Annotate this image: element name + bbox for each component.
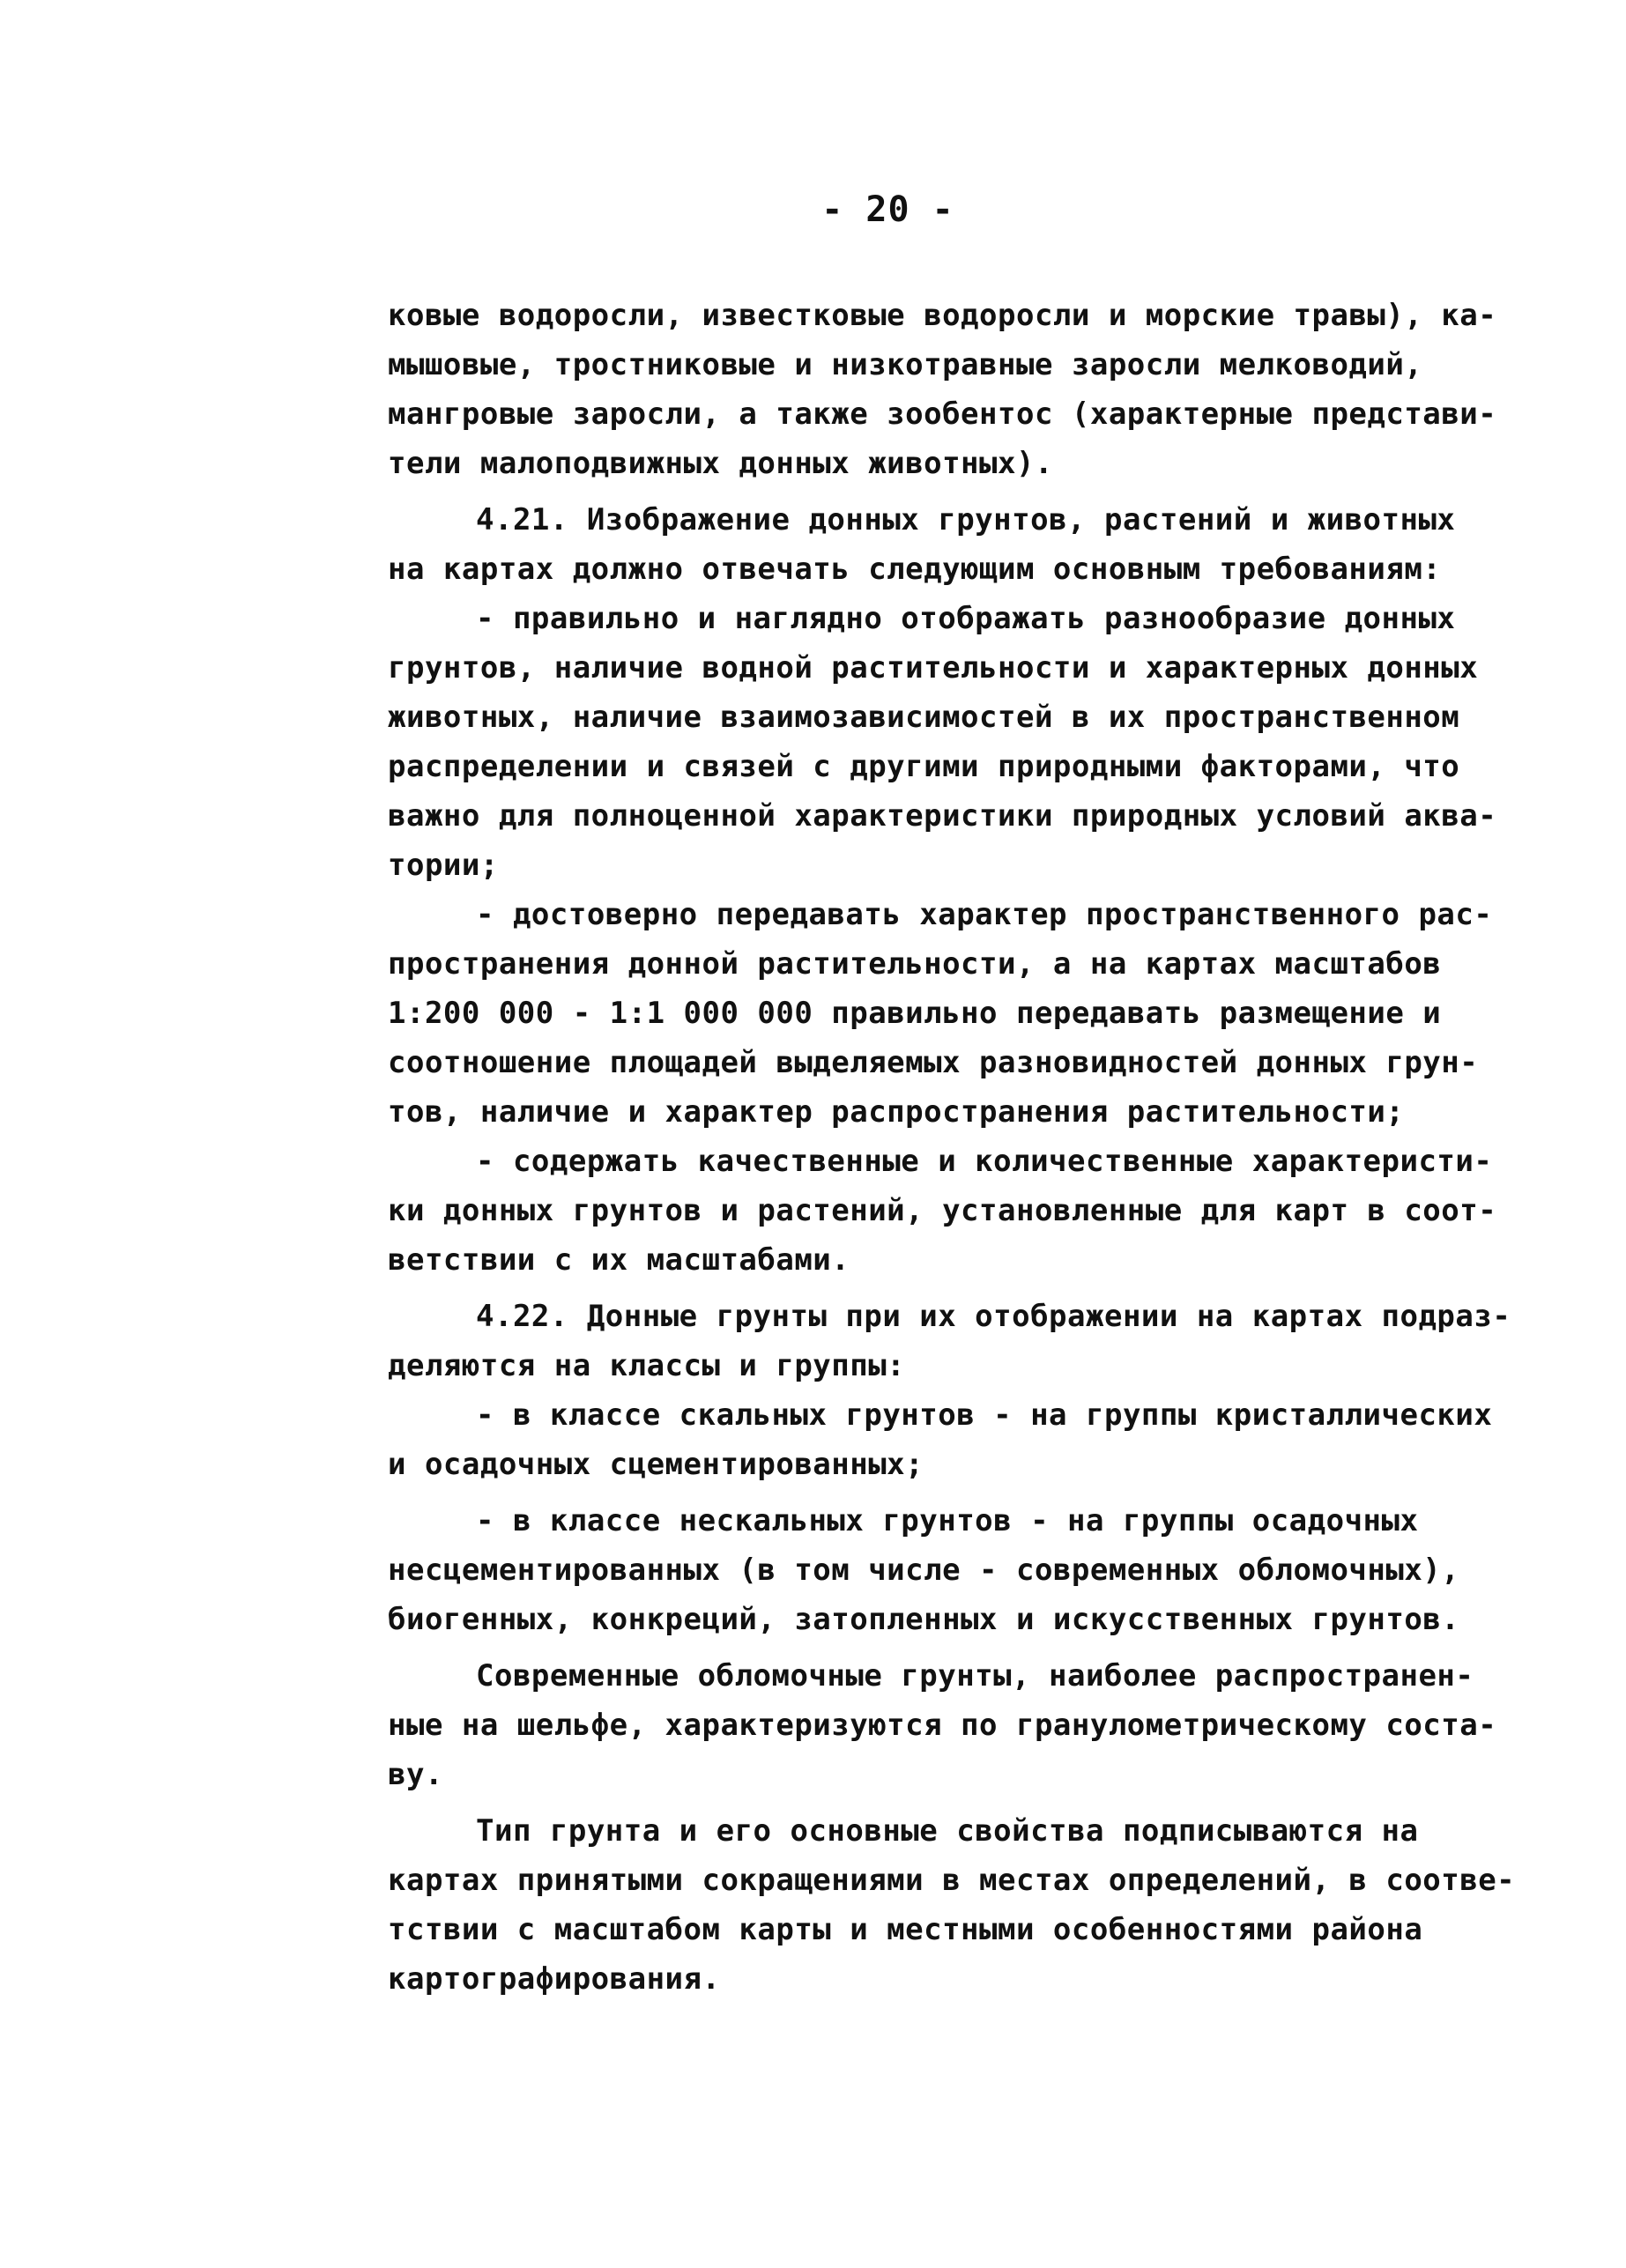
list-item-start: - достоверно передавать характер пространственного рас- xyxy=(476,897,1493,932)
text-line: биогенных, конкреций, затопленных и искусственных грунтов. xyxy=(388,1602,1460,1637)
text-line: тов, наличие и характер распространения растительности; xyxy=(388,1094,1405,1130)
text-line: мышовые, тростниковые и низкотравные заросли мелководий, xyxy=(388,347,1423,382)
text-line: картографирования. xyxy=(388,1961,721,1997)
text-line: тели малоподвижных донных животных). xyxy=(388,446,1053,481)
list-item-start: - правильно и наглядно отображать разнообразие донных xyxy=(476,601,1456,636)
text-line: несцементированных (в том числе - современных обломочных), xyxy=(388,1553,1460,1588)
text-line: и осадочных сцементированных; xyxy=(388,1447,924,1482)
text-line: картах принятыми сокращениями в местах определений, в соотве- xyxy=(388,1863,1516,1898)
text-line: животных, наличие взаимозависимостей в их пространственном xyxy=(388,700,1460,735)
text-line: ные на шельфе, характеризуются по гранулометрическому соста- xyxy=(388,1708,1497,1743)
text-line: на картах должно отвечать следующим основным требованиям: xyxy=(388,552,1442,587)
paragraph-start-4-22: 4.22. Донные грунты при их отображении на картах подраз- xyxy=(476,1299,1511,1334)
text-line: распределении и связей с другими природными факторами, что xyxy=(388,749,1460,784)
text-line: ки донных грунтов и растений, установленные для карт в соот- xyxy=(388,1193,1497,1228)
text-line: ву. xyxy=(388,1757,443,1792)
list-item-start: - в классе скальных грунтов - на группы кристаллических xyxy=(476,1397,1493,1433)
document-body xyxy=(388,291,1533,2004)
page-number: - 20 - xyxy=(821,189,954,230)
list-item-start: - содержать качественные и количественные характеристи- xyxy=(476,1144,1493,1179)
text-line: соотношение площадей выделяемых разновидностей донных грун- xyxy=(388,1045,1479,1080)
text-line: тствии с масштабом карты и местными особенностями района xyxy=(388,1912,1423,1947)
paragraph-start: Современные обломочные грунты, наиболее распространен- xyxy=(476,1658,1474,1694)
text-line: ветствии с их масштабами. xyxy=(388,1242,850,1278)
text-line: деляются на классы и группы: xyxy=(388,1348,906,1383)
text-line: ковые водоросли, известковые водоросли и морские травы), ка- xyxy=(388,298,1497,333)
paragraph-start: Тип грунта и его основные свойства подписываются на xyxy=(476,1813,1419,1849)
text-line: важно для полноценной характеристики природных условий аква- xyxy=(388,798,1497,834)
text-line: тории; xyxy=(388,848,499,883)
list-item-start: - в классе нескальных грунтов - на группы осадочных xyxy=(476,1503,1419,1538)
paragraph-start-4-21: 4.21. Изображение донных грунтов, растений и животных xyxy=(476,502,1456,537)
text-line: 1:200 000 - 1:1 000 000 правильно передавать размещение и xyxy=(388,996,1442,1031)
text-line: грунтов, наличие водной растительности и характерных донных xyxy=(388,650,1479,686)
text-line: мангровые заросли, а также зообентос (характерные представи- xyxy=(388,397,1497,432)
text-line: пространения донной растительности, а на картах масштабов xyxy=(388,946,1442,982)
